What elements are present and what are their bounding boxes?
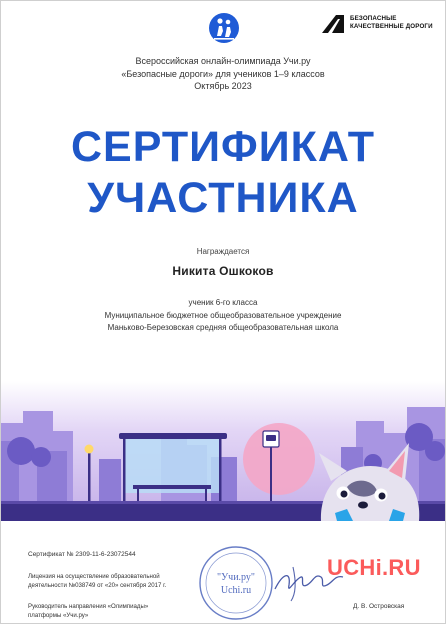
certificate-title-line1: СЕРТИФИКАТ [70, 123, 376, 171]
head-role-line-1: Руководитель направления «Олимпиады» [28, 603, 149, 610]
license-info [28, 573, 166, 590]
signer-name: Д. В. Островская [353, 603, 405, 610]
school-type: Муниципальное бюджетное общеобразовательное учреждение [104, 310, 342, 320]
head-role [28, 603, 148, 620]
olympiad-header [1, 55, 445, 93]
road-sign-icon [320, 11, 346, 37]
bus-stop [119, 433, 227, 503]
recipient-details [1, 297, 445, 335]
head-role-line-2: платформы «Учи.ру» [28, 611, 89, 619]
olympiad-date: Октябрь 2023 [194, 81, 252, 91]
street-illustration [1, 381, 445, 521]
stamp-line-1: "Учи.ру" [217, 572, 255, 583]
certificate-number: Сертификат № 2309-11-6-23072544 [28, 551, 136, 558]
certificate-footer [1, 521, 445, 623]
safe-roads-logo [320, 11, 440, 43]
logo-line-2: КАЧЕСТВЕННЫЕ ДОРОГИ [350, 22, 433, 30]
awarded-label: Награждается [196, 247, 250, 256]
olympiad-name: Всероссийская онлайн-олимпиада Учи.ру [135, 56, 311, 66]
olympiad-subject: «Безопасные дороги» для учеников 1–9 классов [121, 68, 325, 79]
stamp-line-2: Uchi.ru [220, 585, 252, 596]
stamp-icon [197, 544, 275, 622]
logo-line-1: БЕЗОПАСНЫЕ [350, 15, 397, 22]
certificate-title-line2: УЧАСТНИКА [87, 174, 359, 222]
uchi-ru-logo: UCHi.RU [327, 555, 421, 580]
recipient-name: Никита Ошкоков [172, 264, 274, 278]
school-name: Маньково-Березовская средняя общеобразовательная школа [107, 323, 339, 332]
license-line-2: деятельности №038749 от «20» сентября 2017 г. [28, 581, 167, 589]
recipient-grade: ученик 6-го класса [188, 298, 258, 307]
license-line-1: Лицензия на осуществление образовательной [28, 573, 160, 580]
olympiad-logo-icon [208, 12, 240, 44]
